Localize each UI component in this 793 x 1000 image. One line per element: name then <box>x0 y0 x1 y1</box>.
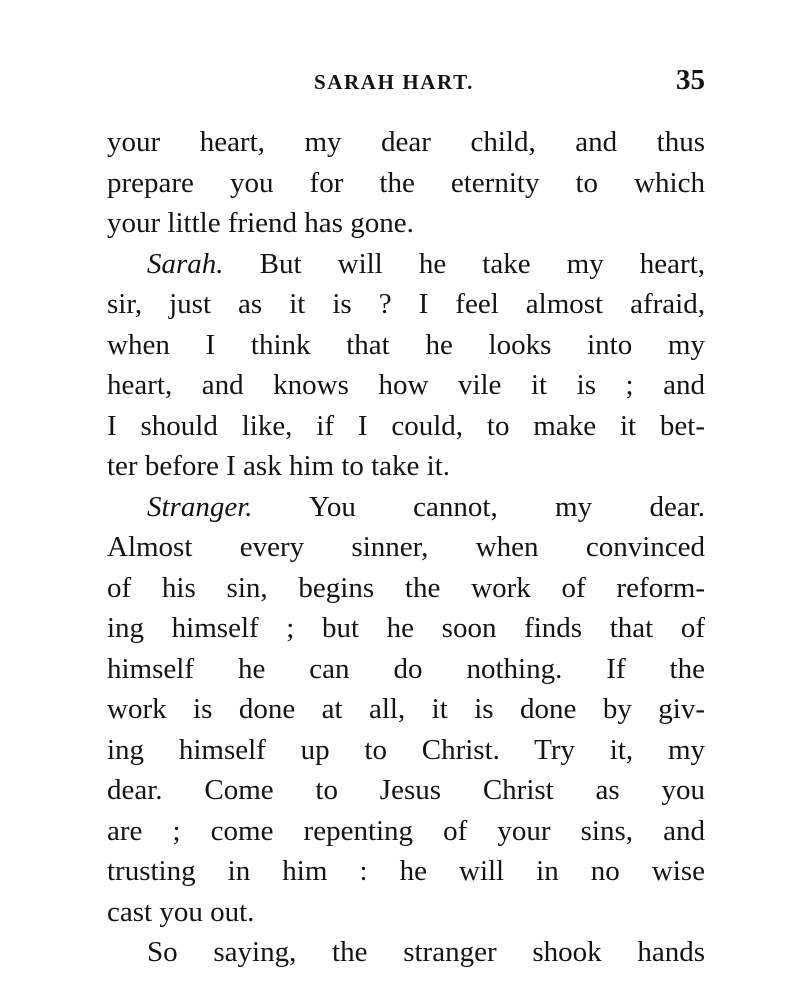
dialogue-text: You cannot, my dear. <box>308 490 705 523</box>
page-number: 35 <box>676 64 705 96</box>
text-line: your little friend has gone. <box>107 207 414 239</box>
text-line: I should like, if I could, to make it bet- <box>107 409 705 442</box>
text-line: prepare you for the eternity to which <box>107 166 705 199</box>
text-line: when I think that he looks into my <box>107 328 705 361</box>
dialogue-text: But will he take my heart, <box>259 247 705 280</box>
dialogue-line-sarah <box>107 244 705 285</box>
text-line: So saying, the stranger shook hands <box>147 936 705 968</box>
text-line: ter before I ask him to take it. <box>107 450 451 482</box>
speaker-name-stranger: Stranger. <box>147 490 253 523</box>
text-line: himself he can do nothing. If the <box>107 652 705 685</box>
text-line: cast you out. <box>107 895 255 928</box>
body-text <box>107 122 705 973</box>
dialogue-line-stranger <box>107 487 705 528</box>
running-head <box>0 64 793 104</box>
text-line: ing himself up to Christ. Try it, my <box>107 733 705 766</box>
speaker-name-sarah: Sarah. <box>147 247 224 280</box>
text-line: of his sin, begins the work of reform- <box>107 571 705 604</box>
text-line: Almost every sinner, when convinced <box>107 531 705 563</box>
text-line: trusting in him : he will in no wise <box>107 855 705 887</box>
text-line: your heart, my dear child, and thus <box>107 126 705 158</box>
text-line: heart, and knows how vile it is ; and <box>107 369 705 401</box>
text-line: are ; come repenting of your sins, and <box>107 814 705 847</box>
text-line: work is done at all, it is done by giv- <box>107 693 705 725</box>
running-title: SARAH HART. <box>314 70 474 94</box>
text-line: ing himself ; but he soon finds that of <box>107 612 705 644</box>
text-line: sir, just as it is ? I feel almost afraid, <box>107 288 705 320</box>
text-line: dear. Come to Jesus Christ as you <box>107 774 705 806</box>
